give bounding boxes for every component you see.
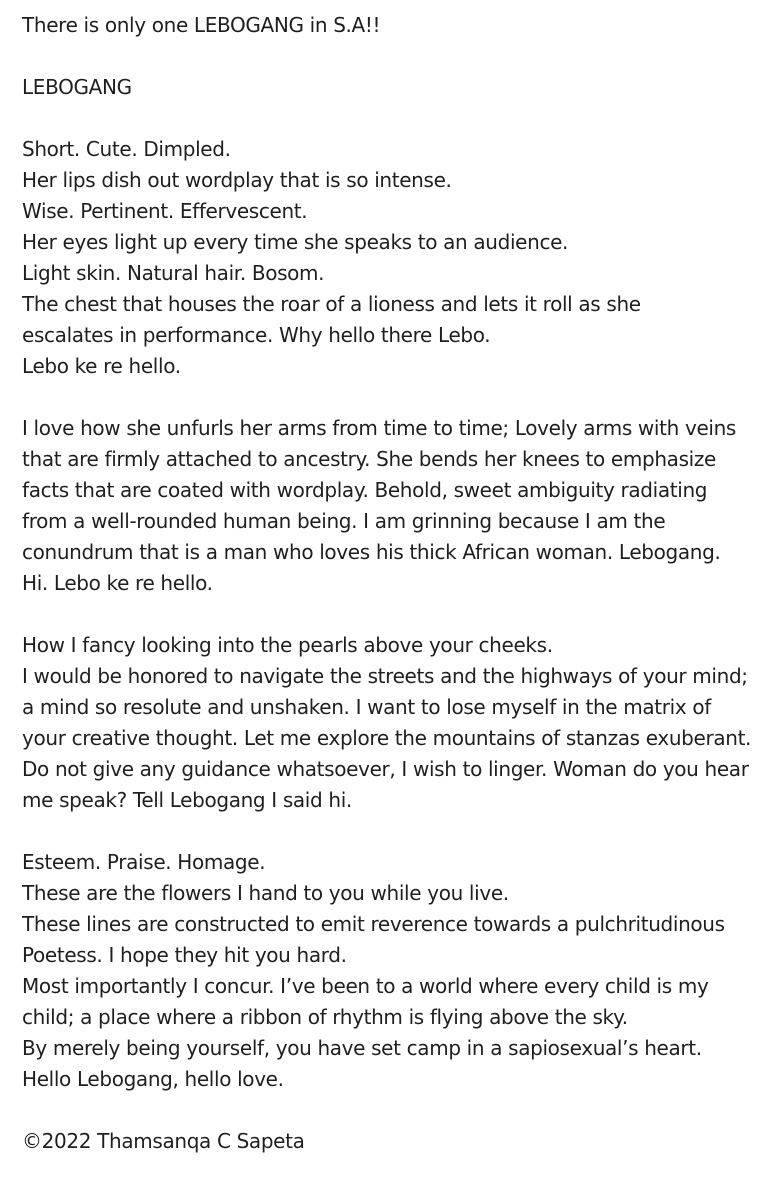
stanza-line: Wise. Pertinent. Effervescent. [22, 199, 308, 223]
stanza-line: The chest that houses the roar of a lioness and lets it roll as she [22, 292, 641, 316]
stanza-line: Light skin. Natural hair. Bosom. [22, 261, 325, 285]
stanza-line: your creative thought. Let me explore the mountains of stanzas exuberant. [22, 726, 752, 750]
poem-header: There is only one LEBOGANG in S.A!! [22, 13, 381, 37]
stanza-line: conundrum that is a man who loves his thick African woman. Lebogang. [22, 540, 721, 564]
stanza-line: Short. Cute. Dimpled. [22, 137, 231, 161]
stanza-line: Her lips dish out wordplay that is so intense. [22, 168, 452, 192]
blank-line [22, 599, 752, 630]
stanza-line: that are firmly attached to ancestry. She bends her knees to emphasize [22, 447, 716, 471]
stanza-1 [22, 134, 752, 382]
stanza-line: facts that are coated with wordplay. Behold, sweet ambiguity radiating [22, 478, 708, 502]
stanza-line: Do not give any guidance whatsoever, I wish to linger. Woman do you hear [22, 757, 749, 781]
blank-line [22, 816, 752, 847]
stanza-line: I love how she unfurls her arms from time to time; Lovely arms with veins [22, 416, 737, 440]
stanza-line: a mind so resolute and unshaken. I want to lose myself in the matrix of [22, 695, 711, 719]
stanza-line: Most importantly I concur. I’ve been to a world where every child is my [22, 974, 709, 998]
blank-line [22, 382, 752, 413]
stanza-line: These are the flowers I hand to you while you live. [22, 881, 509, 905]
stanza-line: Lebo ke re hello. [22, 354, 181, 378]
stanza-line: Her eyes light up every time she speaks to an audience. [22, 230, 569, 254]
stanza-line: By merely being yourself, you have set camp in a sapiosexual’s heart. [22, 1036, 702, 1060]
stanza-line: Hello Lebogang, hello love. [22, 1067, 284, 1091]
stanza-line: How I fancy looking into the pearls above your cheeks. [22, 633, 553, 657]
stanza-line: escalates in performance. Why hello there Lebo. [22, 323, 491, 347]
stanza-line: child; a place where a ribbon of rhythm is flying above the sky. [22, 1005, 628, 1029]
blank-line [22, 41, 752, 72]
stanza-3 [22, 630, 752, 816]
blank-line [22, 1095, 752, 1126]
stanza-line: Esteem. Praise. Homage. [22, 850, 266, 874]
poem-title: LEBOGANG [22, 75, 132, 99]
stanza-line: Poetess. I hope they hit you hard. [22, 943, 347, 967]
stanza-line: I would be honored to navigate the streets and the highways of your mind; [22, 664, 748, 688]
copyright-notice: ©2022 Thamsanqa C Sapeta [22, 1129, 305, 1153]
stanza-4 [22, 847, 752, 1095]
stanza-2 [22, 413, 752, 599]
stanza-line: from a well-rounded human being. I am grinning because I am the [22, 509, 666, 533]
stanza-line: Hi. Lebo ke re hello. [22, 571, 213, 595]
blank-line [22, 103, 752, 134]
stanza-line: These lines are constructed to emit reverence towards a pulchritudinous [22, 912, 725, 936]
poem-document [22, 10, 752, 1157]
stanza-line: me speak? Tell Lebogang I said hi. [22, 788, 352, 812]
